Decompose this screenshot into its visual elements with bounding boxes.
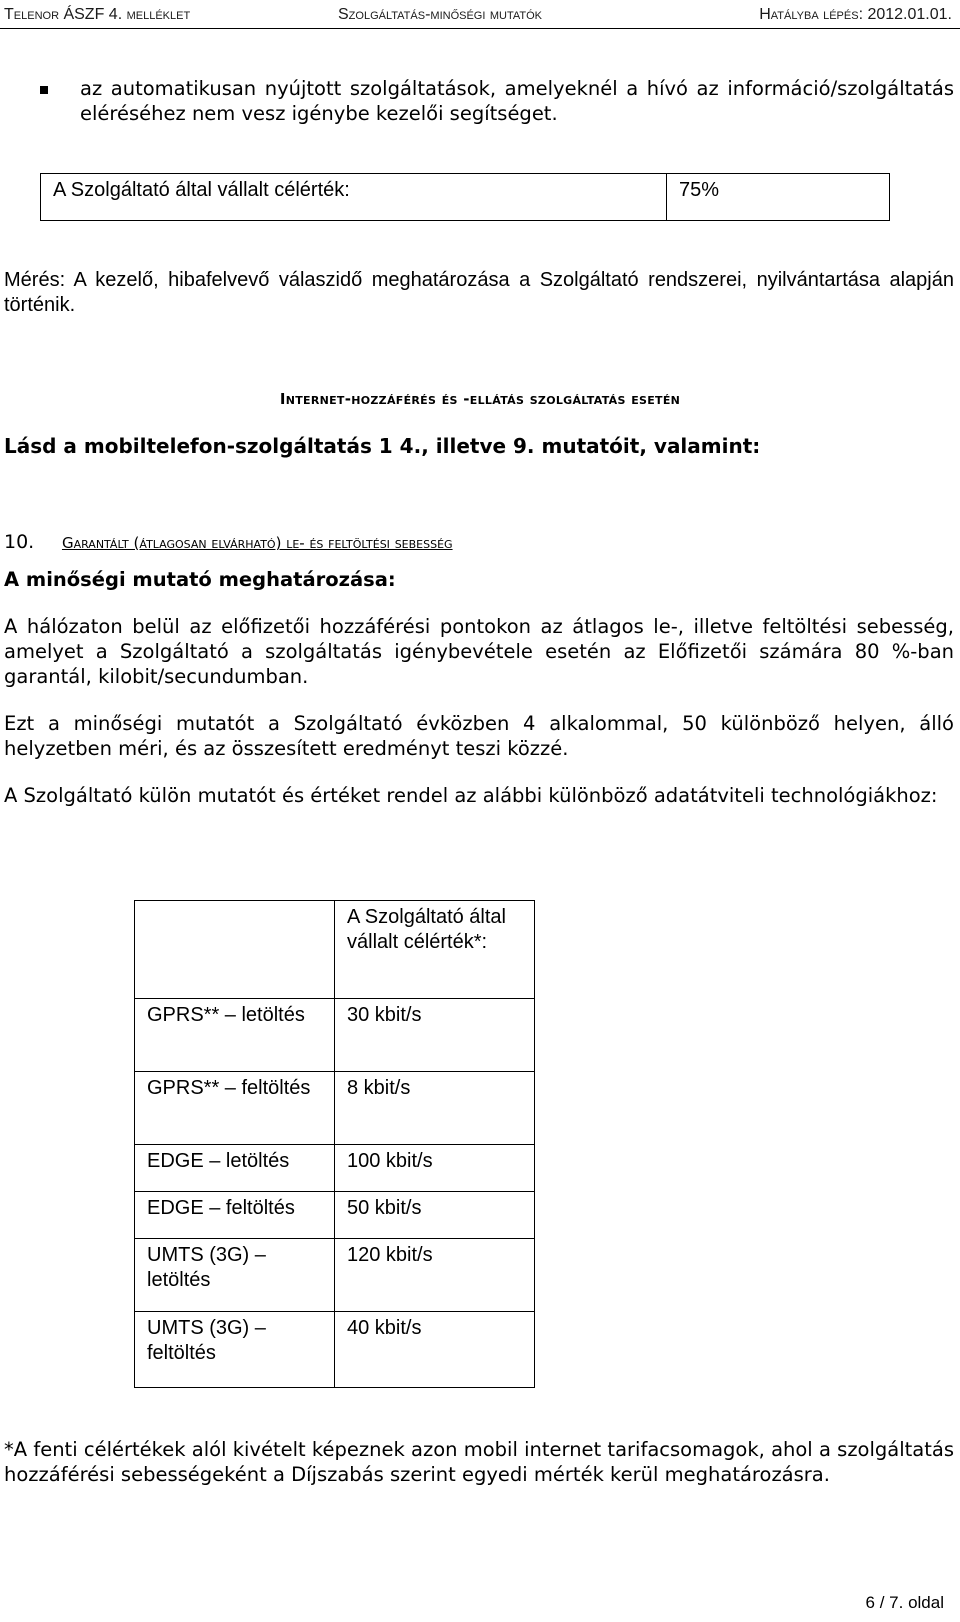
table-tech-cell: UMTS (3G) – letöltés xyxy=(135,1239,335,1312)
see-also-line: Lásd a mobiltelefon-szolgáltatás 1 4., illetve 9. mutatóit, valamint: xyxy=(4,434,761,458)
target-value-box xyxy=(40,173,890,221)
table-header-row xyxy=(135,901,535,999)
table-row xyxy=(135,1072,535,1145)
page-number: 6 / 7. oldal xyxy=(865,1593,944,1612)
table-value-cell: 8 kbit/s xyxy=(335,1072,535,1145)
table-tech-cell: GPRS** – feltöltés xyxy=(135,1072,335,1145)
table-tech-cell: EDGE – letöltés xyxy=(135,1145,335,1192)
table-row xyxy=(135,1145,535,1192)
section-heading: Internet-hozzáférés és -ellátás szolgáltatás esetén xyxy=(279,390,681,408)
table-row xyxy=(135,1192,535,1239)
table-value-cell: 40 kbit/s xyxy=(335,1312,535,1388)
paragraph-technologies: A Szolgáltató külön mutatót és értéket rendel az alábbi különböző adatátviteli technológiákhoz: xyxy=(4,784,938,807)
table-header-cell: A Szolgáltató által vállalt célérték*: xyxy=(335,901,535,999)
header-center: Szolgáltatás-minőségi mutatók xyxy=(338,6,542,23)
measurement-paragraph: Mérés: A kezelő, hibafelvevő válaszidő meghatározása a Szolgáltató rendszerei, nyilvántartása alapján történik. xyxy=(4,269,954,316)
table-row xyxy=(135,1312,535,1388)
table-value-cell: 100 kbit/s xyxy=(335,1145,535,1192)
page-header xyxy=(0,4,960,29)
table-value-cell: 30 kbit/s xyxy=(335,999,535,1072)
table-row xyxy=(135,1239,535,1312)
table-tech-cell: GPRS** – letöltés xyxy=(135,999,335,1072)
subsection-number: 10. xyxy=(4,531,35,553)
square-bullet-icon xyxy=(40,86,48,94)
paragraph-measurement-method: Ezt a minőségi mutatót a Szolgáltató évközben 4 alkalommal, 50 különböző helyen, álló helyzetben méri, és az összesített eredményt teszi közzé. xyxy=(4,712,954,760)
header-left: Telenor ÁSZF 4. melléklet xyxy=(4,6,191,23)
speed-target-table xyxy=(134,900,535,1388)
table-header-empty-cell xyxy=(135,901,335,999)
subsection-heading xyxy=(4,531,453,553)
target-value: 75% xyxy=(679,179,720,201)
table-tech-cell: EDGE – feltöltés xyxy=(135,1192,335,1239)
quality-definition-heading: A minőségi mutató meghatározása: xyxy=(4,568,396,591)
table-value-cell: 50 kbit/s xyxy=(335,1192,535,1239)
paragraph-definition: A hálózaton belül az előfizetői hozzáférési pontokon az átlagos le-, illetve feltöltési sebesség, amelyet a Szolgáltató a szolgáltatás igénybevétele esetén az Előfizetői számára 80 %-ban garantál, kilobit/secundumban. xyxy=(4,615,954,688)
table-row xyxy=(135,999,535,1072)
footnote: *A fenti célértékek alól kivételt képeznek azon mobil internet tarifacsomagok, ahol a szolgáltatás hozzáférési sebességeként a Díjszabás szerint egyedi mérték kerül meghatározásra. xyxy=(4,1438,954,1486)
bullet-list-item xyxy=(40,76,954,126)
bullet-text: az automatikusan nyújtott szolgáltatások, amelyeknél a hívó az információ/szolgáltatás eléréséhez nem vesz igénybe kezelői segítséget. xyxy=(80,77,954,125)
table-value-cell: 120 kbit/s xyxy=(335,1239,535,1312)
target-label: A Szolgáltató által vállalt célérték: xyxy=(41,174,667,220)
subsection-title: Garantált (átlagosan elvárható) le- és feltöltési sebesség xyxy=(61,534,453,552)
header-right: Hatályba lépés: 2012.01.01. xyxy=(759,6,952,23)
table-tech-cell: UMTS (3G) – feltöltés xyxy=(135,1312,335,1388)
